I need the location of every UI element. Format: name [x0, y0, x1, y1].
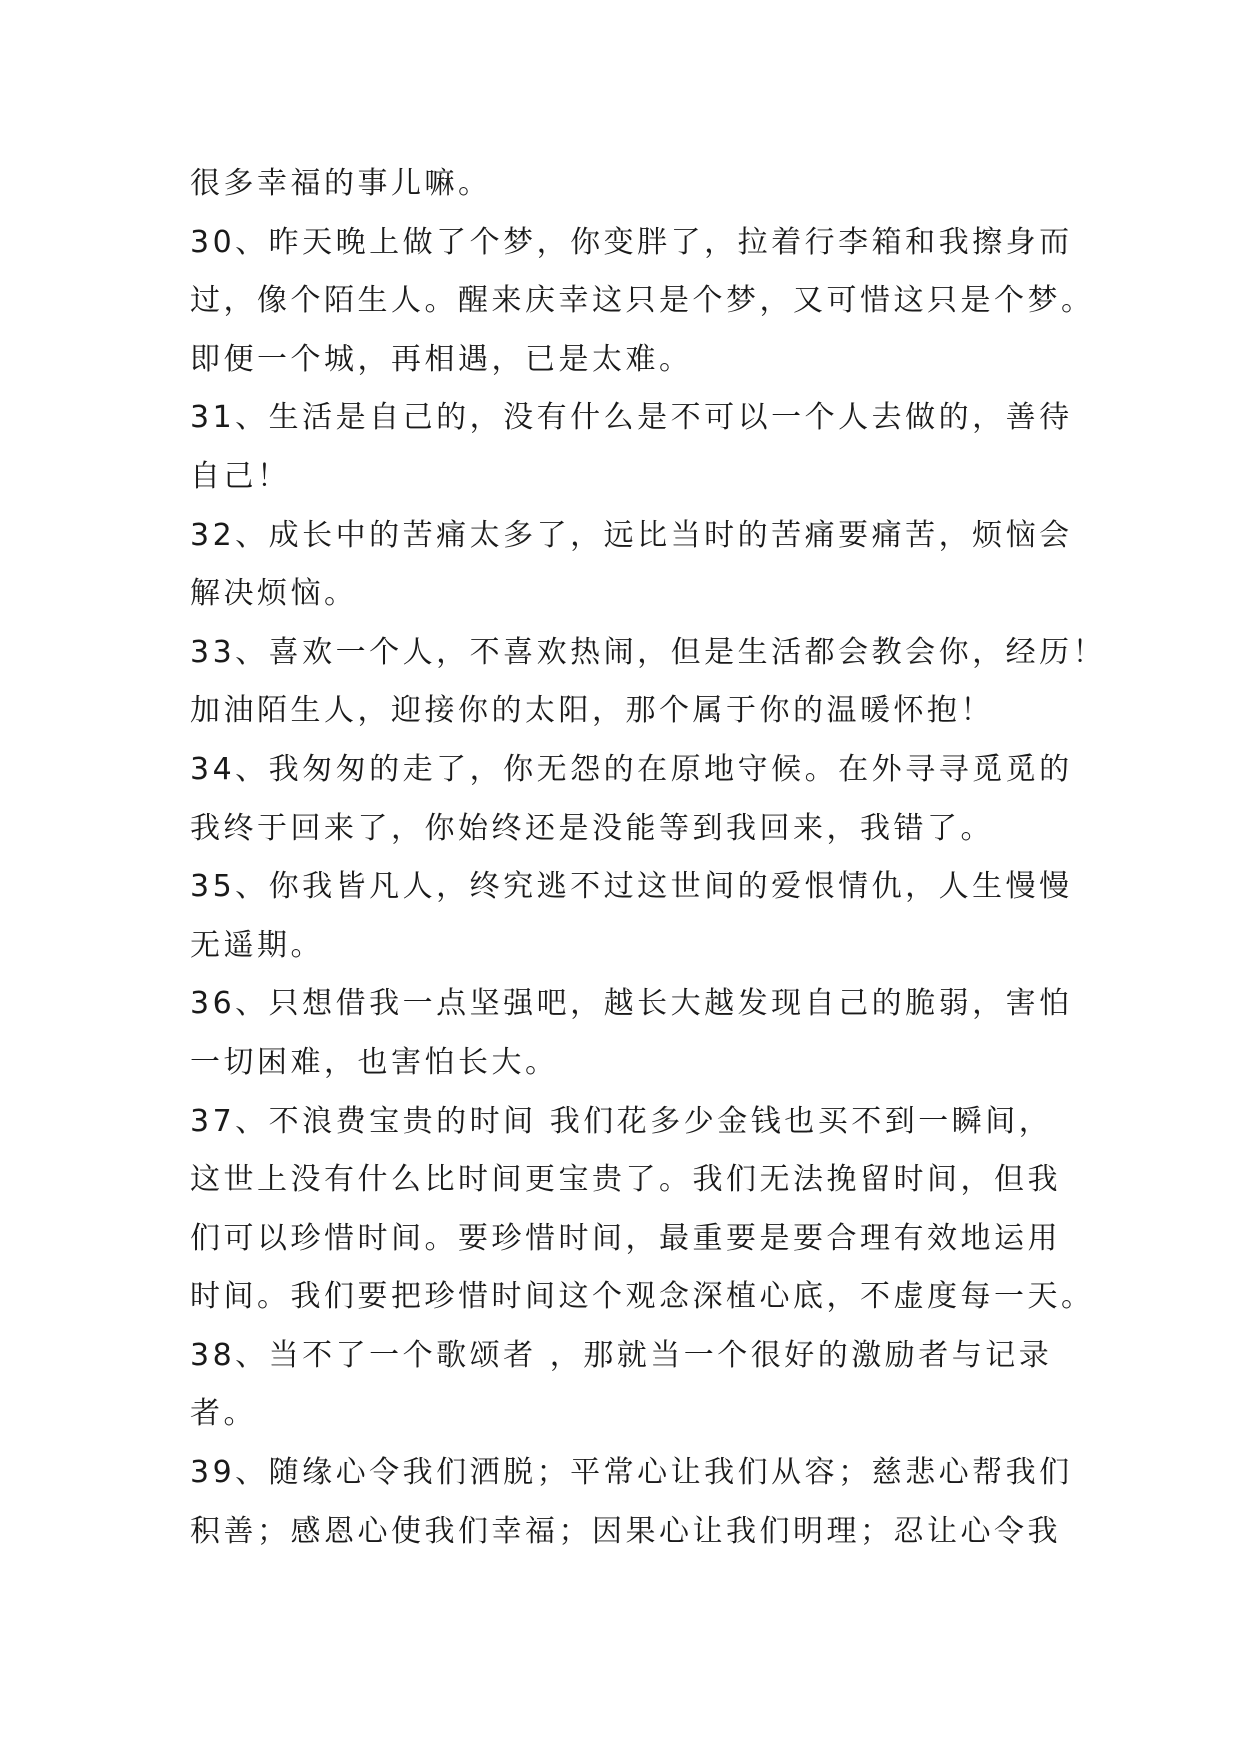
- text-line: 30、昨天晚上做了个梦，你变胖了，拉着行李箱和我擦身而: [190, 224, 1073, 260]
- text-line: 这世上没有什么比时间更宝贵了。我们无法挽留时间，但我: [190, 1162, 1061, 1198]
- text-line: 38、当不了一个歌颂者 ，那就当一个很好的激励者与记录: [190, 1337, 1053, 1373]
- text-line: 积善；感恩心使我们幸福；因果心让我们明理；忍让心令我: [190, 1513, 1061, 1549]
- text-line: 34、我匆匆的走了，你无怨的在原地守候。在外寻寻觅觅的: [190, 751, 1073, 787]
- text-line: 39、随缘心令我们洒脱；平常心让我们从容；慈悲心帮我们: [190, 1455, 1073, 1491]
- text-line: 自己！: [190, 458, 291, 494]
- text-line: 过，像个陌生人。醒来庆幸这只是个梦，又可惜这只是个梦。: [190, 283, 1095, 319]
- text-line: 37、不浪费宝贵的时间 我们花多少金钱也买不到一瞬间，: [190, 1103, 1053, 1139]
- text-line: 时间。我们要把珍惜时间这个观念深植心底，不虚度每一天。: [190, 1279, 1095, 1315]
- text-line: 35、你我皆凡人，终究逃不过这世间的爱恨情仇，人生慢慢: [190, 869, 1073, 905]
- text-line: 加油陌生人，迎接你的太阳，那个属于你的温暖怀抱！: [190, 693, 994, 729]
- body-text: [190, 155, 1107, 1561]
- text-line: 解决烦恼。: [190, 576, 358, 612]
- text-line: 即便一个城，再相遇，已是太难。: [190, 341, 693, 377]
- text-line: 31、生活是自己的，没有什么是不可以一个人去做的，善待: [190, 400, 1073, 436]
- text-line: 我终于回来了，你始终还是没能等到我回来，我错了。: [190, 810, 994, 846]
- text-line: 无遥期。: [190, 927, 324, 963]
- text-line: 们可以珍惜时间。要珍惜时间，最重要是要合理有效地运用: [190, 1220, 1061, 1256]
- text-line: 32、成长中的苦痛太多了，远比当时的苦痛要痛苦，烦恼会: [190, 517, 1073, 553]
- text-line: 36、只想借我一点坚强吧，越长大越发现自己的脆弱，害怕: [190, 986, 1073, 1022]
- text-line: 一切困难，也害怕长大。: [190, 1044, 559, 1080]
- text-line: 33、喜欢一个人，不喜欢热闹，但是生活都会教会你，经历！: [190, 634, 1107, 670]
- text-line: 者。: [190, 1396, 257, 1432]
- text-line: 很多幸福的事儿嘛。: [190, 166, 492, 201]
